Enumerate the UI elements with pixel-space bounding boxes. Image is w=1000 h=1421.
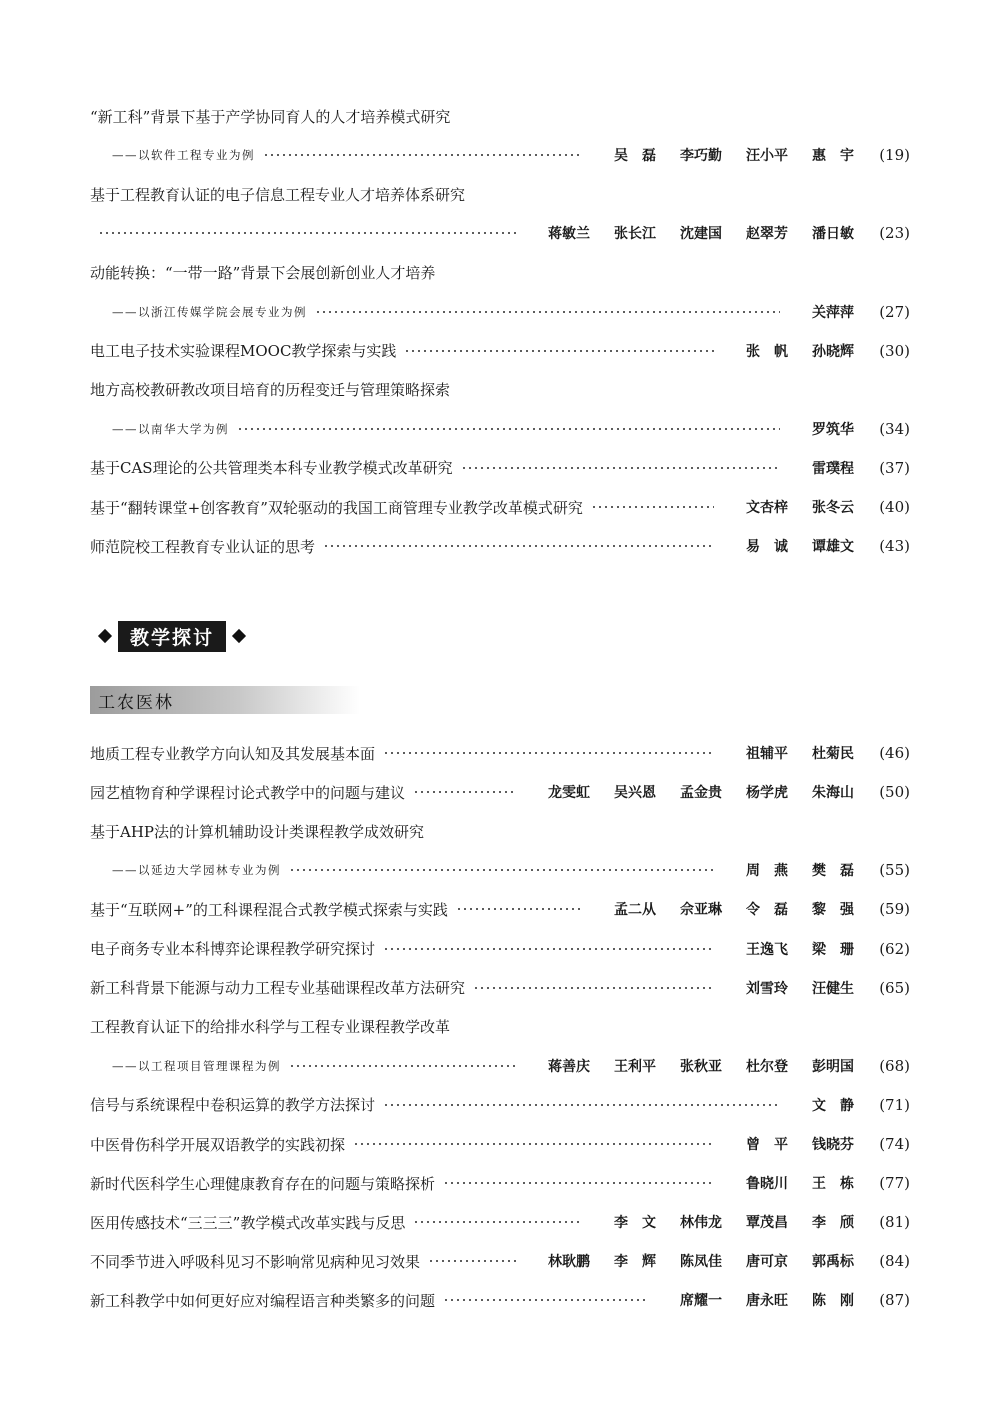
entry-page-number: (65) — [879, 978, 910, 997]
entry-page-number: (34) — [879, 419, 910, 438]
author-name: 王利平 — [614, 1058, 656, 1075]
entry-authors — [722, 341, 854, 361]
toc-entry — [90, 259, 910, 285]
author-name: 沈建国 — [680, 226, 722, 243]
entry-authors — [524, 782, 854, 802]
entry-page-number: (27) — [879, 302, 910, 321]
entry-title: 医用传感技术“三三三”教学模式改革实践与反思 — [90, 1213, 406, 1232]
entry-authors — [722, 939, 854, 959]
toc-entry — [90, 1053, 910, 1079]
entry-title: 师范院校工程教育专业认证的思考 — [90, 537, 316, 556]
section-label: 教学探讨 — [118, 621, 226, 652]
entry-page-number: (43) — [879, 537, 910, 556]
author-name: 彭明国 — [812, 1058, 854, 1075]
dot-leader — [413, 791, 516, 793]
author-name: 曾 平 — [746, 1137, 788, 1153]
author-name: 王 栋 — [812, 1176, 854, 1193]
entry-title: 地方高校教研教改项目培育的历程变迁与管理策略探索 — [90, 381, 451, 400]
author-name: 佘亚琳 — [680, 902, 722, 919]
toc-entry — [90, 1209, 910, 1235]
entry-page-number: (30) — [879, 341, 910, 360]
author-name: 黎 强 — [812, 902, 854, 919]
toc-entry — [90, 896, 910, 922]
dot-leader — [473, 987, 714, 989]
author-name: 蒋善庆 — [548, 1058, 590, 1075]
entry-authors — [590, 899, 854, 919]
entry-authors — [722, 1173, 854, 1193]
dot-leader — [413, 1221, 582, 1223]
entry-page-number: (62) — [879, 939, 910, 958]
entry-page-number: (68) — [879, 1056, 910, 1075]
entry-title: 基于“互联网+”的工科课程混合式教学模式探索与实践 — [90, 900, 448, 919]
toc-entry — [90, 1287, 910, 1313]
entry-title: 不同季节进入呼吸科见习不影响常见病种见习效果 — [90, 1252, 421, 1271]
entry-authors — [590, 145, 854, 165]
entry-title: 基于AHP法的计算机辅助设计类课程教学成效研究 — [90, 822, 425, 841]
diamond-left-icon — [98, 629, 112, 643]
toc-entry — [90, 1170, 910, 1196]
author-name: 唐永旺 — [746, 1293, 788, 1310]
author-name: 蒋敏兰 — [548, 226, 590, 243]
author-name: 吴 磊 — [614, 148, 656, 165]
dot-leader — [461, 467, 780, 469]
entry-authors — [524, 1056, 854, 1076]
author-name: 汪健生 — [812, 980, 854, 997]
toc-entry — [90, 142, 910, 168]
entry-authors — [788, 458, 854, 478]
entry-authors — [524, 223, 854, 243]
toc-entry — [90, 740, 910, 766]
entry-title: 中医骨伤科学开展双语教学的实践初探 — [90, 1135, 346, 1154]
toc-entry — [90, 103, 910, 129]
author-name: 覃茂昌 — [746, 1215, 788, 1232]
entry-title: 基于工程教育认证的电子信息工程专业人才培养体系研究 — [90, 185, 466, 204]
dot-leader — [289, 869, 714, 871]
diamond-right-icon — [232, 629, 246, 643]
toc-entry — [90, 779, 910, 805]
entry-title: 新工科背景下能源与动力工程专业基础课程改革方法研究 — [90, 979, 466, 998]
toc-entry — [90, 220, 910, 246]
entry-authors — [722, 978, 854, 998]
author-name: 易 诚 — [746, 539, 788, 556]
entry-title: 电子商务专业本科博弈论课程教学研究探讨 — [90, 940, 376, 958]
entry-title: 信号与系统课程中卷积运算的教学方法探讨 — [90, 1096, 376, 1115]
dot-leader — [443, 1299, 648, 1301]
entry-subtitle: ——以延边大学园林专业为例 — [112, 863, 281, 878]
author-name: 李 颀 — [812, 1215, 854, 1232]
entry-title: 基于“翻转课堂+创客教育”双轮驱动的我国工商管理专业教学改革模式研究 — [90, 498, 583, 517]
dot-leader — [591, 506, 714, 508]
author-name: 梁 珊 — [812, 941, 854, 958]
entry-title: 新时代医科学生心理健康教育存在的问题与策略探析 — [90, 1174, 436, 1193]
author-name: 林伟龙 — [680, 1215, 722, 1232]
author-name: 张长江 — [614, 226, 656, 243]
dot-leader — [323, 545, 714, 547]
author-name: 祖辅平 — [746, 746, 788, 762]
author-name: 周 燕 — [746, 863, 788, 880]
toc-entry — [90, 299, 910, 325]
toc-entry — [90, 1014, 910, 1040]
author-name: 雷璞程 — [812, 460, 854, 477]
author-name: 唐可京 — [746, 1254, 788, 1271]
author-name: 罗筑华 — [812, 421, 854, 438]
toc-entry — [90, 1248, 910, 1274]
entry-authors — [788, 419, 854, 439]
dot-leader — [98, 232, 516, 234]
dot-leader — [237, 428, 780, 430]
author-name: 朱海山 — [812, 785, 854, 802]
entry-page-number: (59) — [879, 900, 910, 919]
author-name: 谭雄文 — [812, 539, 854, 556]
section-header — [92, 622, 252, 650]
toc-entry — [90, 975, 910, 1001]
entry-title: “新工科”背景下基于产学协同育人的人才培养模式研究 — [90, 107, 451, 126]
author-name: 惠 宇 — [812, 148, 854, 165]
author-name: 杜菊民 — [812, 746, 854, 762]
entry-page-number: (40) — [879, 498, 910, 516]
entry-title: 地质工程专业教学方向认知及其发展基本面 — [90, 744, 376, 763]
entry-authors — [722, 1134, 854, 1154]
author-name: 张秋亚 — [680, 1058, 722, 1075]
entry-page-number: (84) — [879, 1252, 910, 1271]
author-name: 陈 刚 — [812, 1293, 854, 1310]
author-name: 孟二从 — [614, 902, 656, 919]
dot-leader — [456, 908, 582, 910]
author-name: 汪小平 — [746, 148, 788, 165]
entry-subtitle: ——以工程项目管理课程为例 — [112, 1058, 281, 1073]
toc-entry — [90, 181, 910, 207]
dot-leader — [404, 350, 714, 352]
author-name: 刘雪玲 — [746, 980, 788, 997]
author-name: 文 静 — [812, 1097, 854, 1114]
entry-authors — [524, 1251, 854, 1271]
entry-page-number: (81) — [879, 1213, 910, 1232]
toc-entry — [90, 416, 910, 442]
entry-page-number: (23) — [879, 224, 910, 243]
subsection-label: 工农医林 — [98, 692, 174, 713]
dot-leader — [383, 948, 714, 950]
dot-leader — [353, 1143, 714, 1145]
toc-entry — [90, 818, 910, 844]
author-name: 李 辉 — [614, 1254, 656, 1271]
author-name: 龙雯虹 — [548, 785, 590, 802]
author-name: 关萍萍 — [812, 304, 854, 321]
author-name: 李 文 — [614, 1215, 656, 1232]
entry-title: 工程教育认证下的给排水科学与工程专业课程教学改革 — [90, 1018, 451, 1037]
entry-subtitle: ——以南华大学为例 — [112, 421, 229, 436]
author-name: 令 磊 — [746, 902, 788, 919]
author-name: 杨学虎 — [746, 785, 788, 802]
author-name: 赵翠芳 — [746, 226, 788, 243]
entry-page-number: (50) — [879, 783, 910, 802]
toc-entry — [90, 1131, 910, 1157]
entry-title: 电工电子技术实验课程MOOC教学探索与实践 — [90, 342, 397, 361]
dot-leader — [428, 1260, 516, 1262]
toc-entry — [90, 377, 910, 403]
author-name: 文杏梓 — [746, 500, 788, 516]
entry-authors — [722, 743, 854, 763]
author-name: 林耿鹏 — [548, 1254, 590, 1271]
author-name: 钱晓芬 — [812, 1137, 854, 1153]
author-name: 杜尔登 — [746, 1058, 788, 1075]
entry-authors — [722, 536, 854, 556]
author-name: 王逸飞 — [746, 941, 788, 958]
dot-leader — [383, 1104, 780, 1106]
toc-entry — [90, 857, 910, 883]
entry-page-number: (87) — [879, 1291, 910, 1310]
entry-authors — [590, 1212, 854, 1232]
dot-leader — [443, 1182, 714, 1184]
entry-authors — [788, 1095, 854, 1115]
subsection-bar — [90, 686, 360, 714]
author-name: 孙晓辉 — [812, 343, 854, 360]
author-name: 张 帆 — [746, 343, 788, 360]
toc-entry — [90, 533, 910, 559]
entry-page-number: (19) — [879, 146, 910, 165]
toc-entry — [90, 338, 910, 364]
entry-subtitle: ——以浙江传媒学院会展专业为例 — [112, 304, 307, 319]
entry-authors — [722, 497, 854, 517]
entry-subtitle: ——以软件工程专业为例 — [112, 148, 255, 163]
author-name: 潘日敏 — [812, 226, 854, 243]
entry-authors — [722, 860, 854, 880]
entry-title: 基于CAS理论的公共管理类本科专业教学模式改革研究 — [90, 459, 453, 478]
author-name: 鲁晓川 — [746, 1176, 788, 1193]
toc-entry — [90, 455, 910, 481]
entry-title: 园艺植物育种学课程讨论式教学中的问题与建议 — [90, 783, 406, 802]
entry-title: 新工科教学中如何更好应对编程语言种类繁多的问题 — [90, 1291, 436, 1310]
toc-entry — [90, 1092, 910, 1118]
toc-entry — [90, 936, 910, 962]
dot-leader — [383, 752, 714, 754]
entry-page-number: (71) — [879, 1095, 910, 1114]
entry-authors — [788, 302, 854, 322]
entry-page-number: (77) — [879, 1174, 910, 1193]
entry-page-number: (74) — [879, 1135, 910, 1153]
toc-entry — [90, 494, 910, 520]
author-name: 陈凤佳 — [680, 1254, 722, 1271]
entry-page-number: (46) — [879, 744, 910, 762]
author-name: 张冬云 — [812, 500, 854, 516]
dot-leader — [289, 1065, 516, 1067]
author-name: 樊 磊 — [812, 863, 854, 880]
entry-page-number: (55) — [879, 861, 910, 880]
entry-authors — [656, 1290, 854, 1310]
author-name: 李巧勤 — [680, 148, 722, 165]
dot-leader — [315, 311, 780, 313]
entry-page-number: (37) — [879, 458, 910, 477]
author-name: 郭禹标 — [812, 1254, 854, 1271]
dot-leader — [263, 154, 582, 156]
author-name: 吴兴恩 — [614, 785, 656, 802]
author-name: 孟金贵 — [680, 785, 722, 802]
author-name: 席耀一 — [680, 1293, 722, 1310]
entry-title: 动能转换：“一带一路”背景下会展创新创业人才培养 — [90, 263, 436, 282]
